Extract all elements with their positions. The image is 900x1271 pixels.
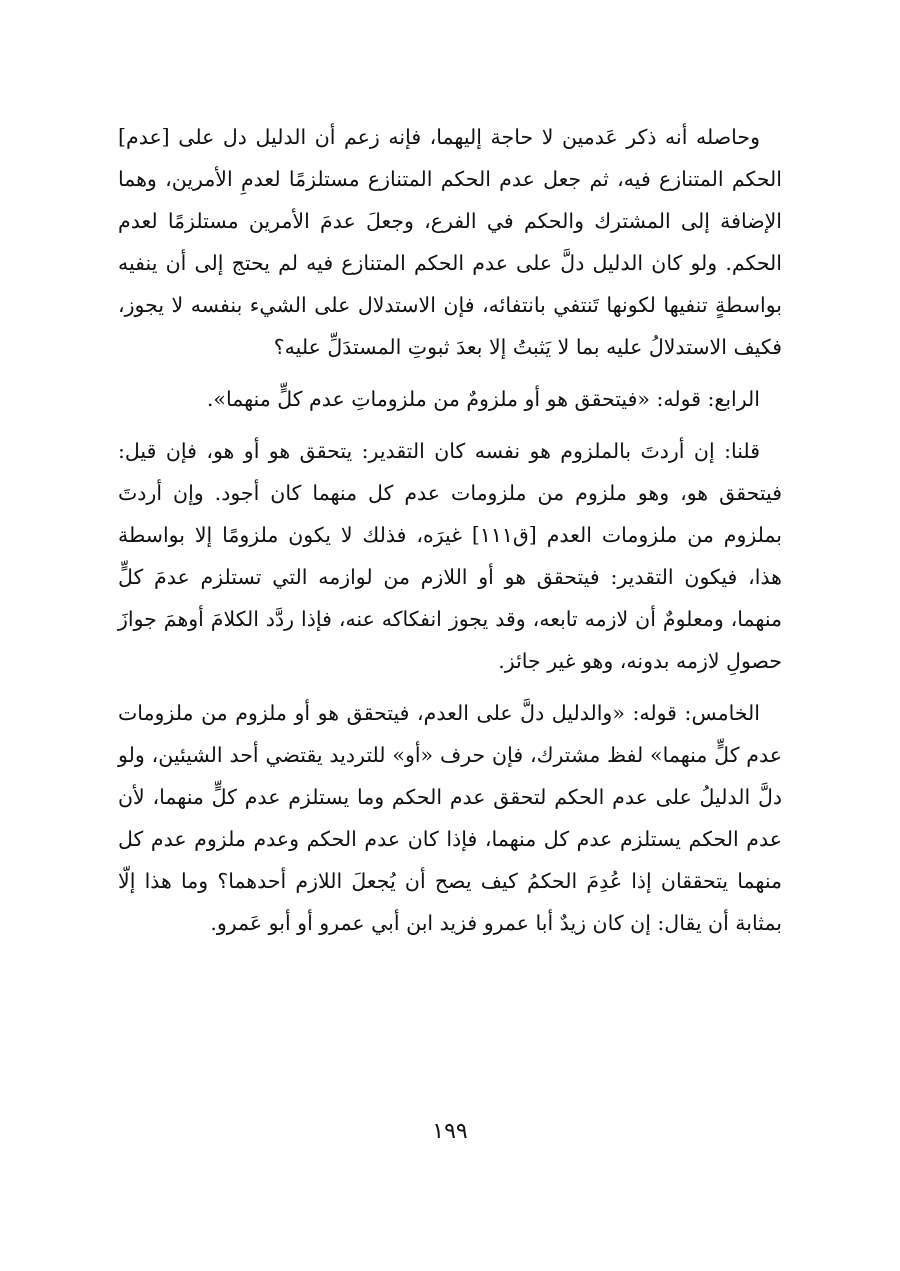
page-number: ١٩٩: [432, 1119, 468, 1144]
body-text: [118, 116, 782, 944]
paragraph-4: الخامس: قوله: «والدليل دلَّ على العدم، فيتحقق هو أو ملزوم من ملزومات عدم كلٍّ منهما» لفظ مشترك، فإن حرف «أو» للترديد يقتضي أحد الشيئين، ولو دلَّ الدليلُ على عدم الحكم لتحقق عدم الحكم وما يستلزم عدم كلٍّ منهما، لأن عدم الحكم يستلزم عدم كل منهما، فإذا كان عدم الحكم وعدم ملزوم عدم كل منهما يتحققان إذا عُدِمَ الحكمُ كيف يصح أن يُجعلَ اللازم أحدهما؟ وما هذا إلّا بمثابة أن يقال: إن كان زيدٌ أبا عمرو فزيد ابن أبي عمرو أو أبو عَمرو.: [118, 701, 782, 935]
paragraph-1: وحاصله أنه ذكر عَدمين لا حاجة إليهما، فإنه زعم أن الدليل دل على [عدم] الحكم المتنازع فيه، ثم جعل عدم الحكم المتنازع مستلزمًا لعدمِ الأمرين، وهما الإضافة إلى المشترك والحكم في الفرع، وجعلَ عدمَ الأمرين مستلزمًا لعدم الحكم. ولو كان الدليل دلَّ على عدم الحكم المتنازع فيه لم يحتج إلى أن ينفيه بواسطةٍ تنفيها لكونها تَنتفي بانتفائه، فإن الاستدلال على الشيء بنفسه لا يجوز، فكيف الاستدلالُ عليه بما لا يَثبتُ إلا بعدَ ثبوتِ المستدَلِّ عليه؟: [118, 125, 782, 359]
paragraph-3: قلنا: إن أردتَ بالملزوم هو نفسه كان التقدير: يتحقق هو أو هو، فإن قيل: فيتحقق هو، وهو ملزوم من ملزومات عدم كل منهما كان أجود. وإن أردتَ بملزوم من ملزومات العدم [ق١١١] غيرَه، فذلك لا يكون ملزومًا إلا بواسطة هذا، فيكون التقدير: فيتحقق هو أو اللازم من لوازمه التي تستلزم عدمَ كلٍّ منهما، ومعلومٌ أن لازمه تابعه، وقد يجوز انفكاكه عنه، فإذا ردَّد الكلامَ أوهمَ جوازَ حصولِ لازمه بدونه، وهو غير جائز.: [118, 439, 783, 673]
paragraph-2: الرابع: قوله: «فيتحقق هو أو ملزومٌ من ملزوماتِ عدم كلٍّ منهما».: [206, 387, 760, 411]
